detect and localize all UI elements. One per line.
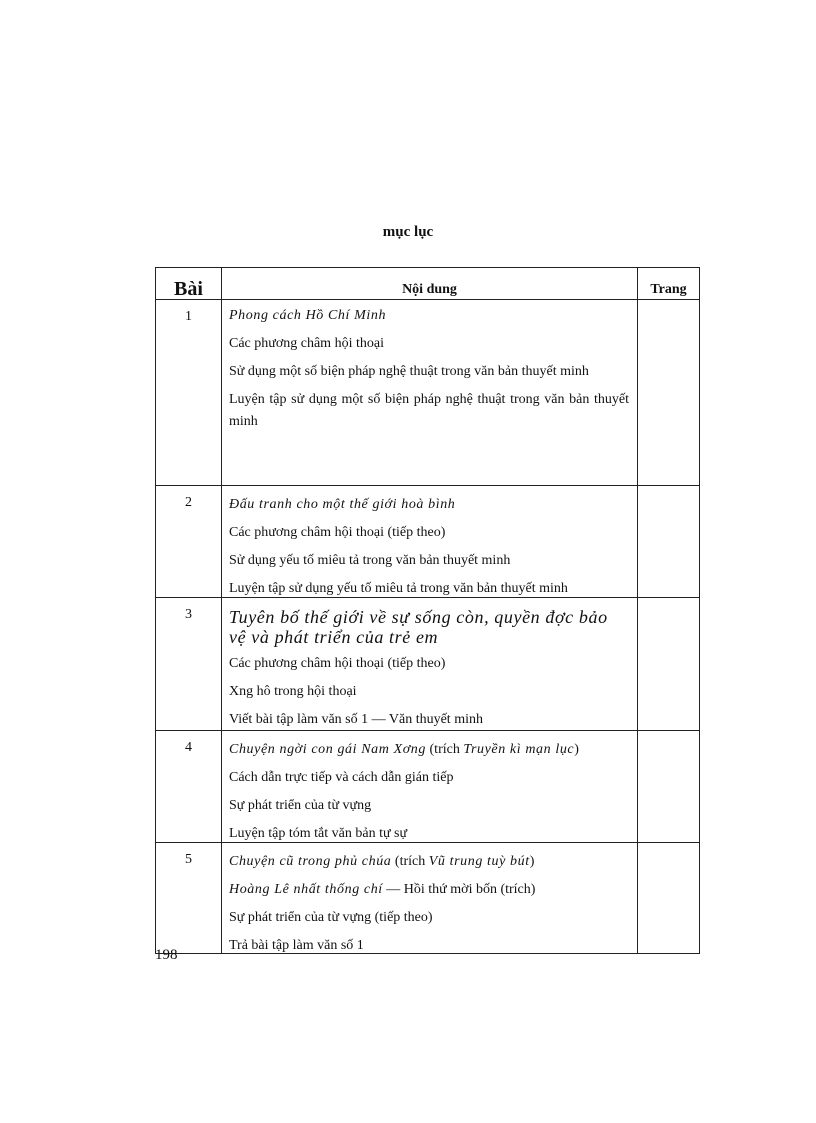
table-row xyxy=(156,486,700,598)
lesson-item-title: Đấu tranh cho một thế giới hoà bình xyxy=(229,497,456,512)
page-cell xyxy=(638,300,700,486)
page-cell xyxy=(638,598,700,731)
table-row xyxy=(156,300,700,486)
lesson-content-cell xyxy=(222,486,638,598)
lesson-content-cell xyxy=(222,843,638,954)
lesson-number: 3 xyxy=(185,607,192,622)
lesson-item: Các phương châm hội thoại xyxy=(229,336,384,351)
lesson-item-title: Phong cách Hồ Chí Minh xyxy=(229,308,387,323)
lesson-item: Luyện tập tóm tắt văn bản tự sự xyxy=(229,826,408,841)
lesson-number: 5 xyxy=(185,852,192,867)
lesson-title-source-prefix: (trích xyxy=(394,854,426,869)
lesson-item: Các phương châm hội thoại (tiếp theo) xyxy=(229,656,446,671)
lesson-title-source: Truyền kì mạn lục xyxy=(463,742,575,757)
header-cell-trang xyxy=(638,268,700,300)
lesson-item: Xng hô trong hội thoại xyxy=(229,684,357,699)
header-cell-bai xyxy=(156,268,222,300)
page-cell xyxy=(638,486,700,598)
lesson-content-cell xyxy=(222,300,638,486)
lesson-title-italic: Chuyện cũ trong phủ chúa xyxy=(229,854,392,869)
header-noi-dung: Nội dung xyxy=(402,282,457,297)
lesson-number-cell xyxy=(156,843,222,954)
header-trang: Trang xyxy=(650,282,687,297)
lesson-item-title: Tuyên bố thế giới về sự sống còn, quyền đợc bảo vệ và phát triển của trẻ em xyxy=(229,607,608,647)
lesson-title-close: ) xyxy=(574,742,579,757)
table-row xyxy=(156,731,700,843)
toc-title: mục lục xyxy=(382,224,434,240)
page-number: 198 xyxy=(155,947,178,963)
lesson-item: Các phương châm hội thoại (tiếp theo) xyxy=(229,525,446,540)
lesson-number-cell xyxy=(156,731,222,843)
lesson-item: Viết bài tập làm văn số 1 — Văn thuyết minh xyxy=(229,712,483,727)
lesson-item xyxy=(229,879,629,901)
lesson-item: Cách dẫn trực tiếp và cách dẫn gián tiếp xyxy=(229,770,454,785)
lesson-number-cell xyxy=(156,598,222,731)
lesson-item: Sử dụng một số biện pháp nghệ thuật trong văn bản thuyết minh xyxy=(229,364,589,379)
page-cell xyxy=(638,731,700,843)
lesson-title-source-prefix: (trích xyxy=(429,742,460,757)
lesson-number: 4 xyxy=(185,740,192,755)
lesson-number: 2 xyxy=(185,495,192,510)
toc-table xyxy=(155,267,700,954)
lesson-item-plain: — Hồi thứ mời bốn (trích) xyxy=(386,882,536,897)
table-row xyxy=(156,598,700,731)
header-bai: Bài xyxy=(174,278,203,299)
lesson-item: Sự phát triển của từ vựng xyxy=(229,798,372,813)
lesson-title-italic: Chuyện ngời con gái Nam Xơng xyxy=(229,742,427,757)
lesson-content-cell xyxy=(222,598,638,731)
lesson-item-title xyxy=(229,739,629,761)
lesson-number-cell xyxy=(156,300,222,486)
lesson-number-cell xyxy=(156,486,222,598)
lesson-item: Sự phát triển của từ vựng (tiếp theo) xyxy=(229,910,433,925)
page-cell xyxy=(638,843,700,954)
lesson-content-cell xyxy=(222,731,638,843)
lesson-item: Sử dụng yếu tố miêu tả trong văn bản thuyết minh xyxy=(229,553,511,568)
lesson-item-title xyxy=(229,851,629,873)
lesson-number: 1 xyxy=(185,309,192,324)
lesson-item: Luyện tập sử dụng một số biện pháp nghệ thuật trong văn bản thuyết minh xyxy=(229,392,629,429)
header-cell-noi-dung xyxy=(222,268,638,300)
lesson-item: Trả bài tập làm văn số 1 xyxy=(229,938,364,953)
lesson-item: Luyện tập sử dụng yếu tố miêu tả trong văn bản thuyết minh xyxy=(229,581,568,596)
lesson-title-source: Vũ trung tuỳ bút xyxy=(428,854,530,869)
table-row xyxy=(156,843,700,954)
lesson-item-italic: Hoàng Lê nhất thống chí xyxy=(229,882,383,897)
lesson-title-close: ) xyxy=(529,854,535,869)
table-header-row xyxy=(156,268,700,300)
